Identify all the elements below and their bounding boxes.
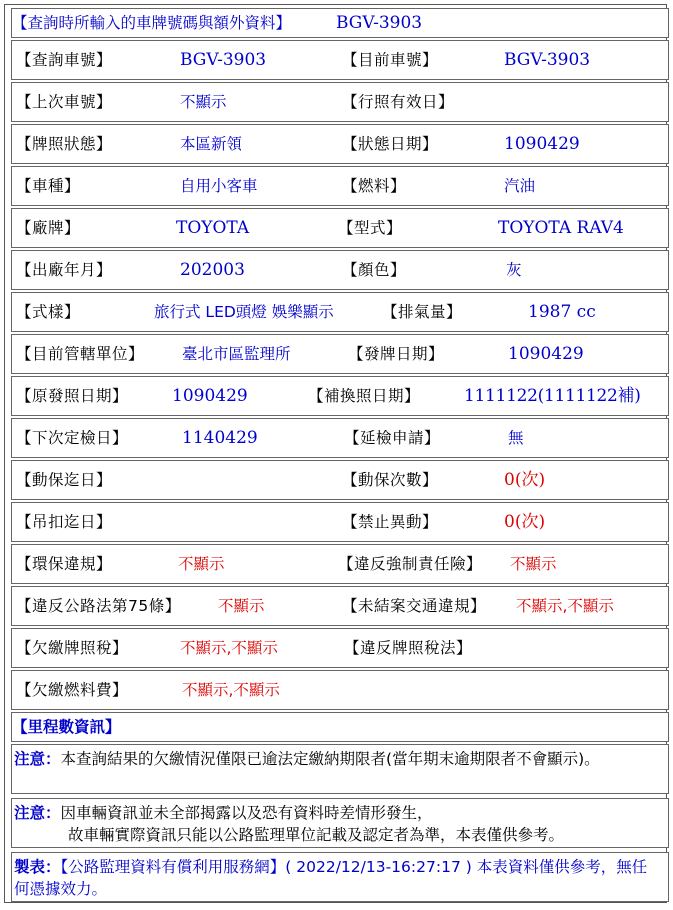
label-query-plate: 【查詢車號】 [16, 51, 113, 69]
label-pending-traffic-violation: 【未結案交通違規】 [342, 597, 487, 615]
label-status-date: 【狀態日期】 [342, 135, 439, 153]
value-plate-status: 本區新領 [180, 135, 243, 153]
value-inspection-extension: 無 [508, 429, 524, 447]
label-license-valid-date: 【行照有效日】 [342, 93, 455, 111]
row-highway-act [11, 586, 669, 626]
label-previous-plate: 【上次車號】 [16, 93, 113, 111]
row-environmental [11, 544, 669, 584]
label-transfer-prohibited: 【禁止異動】 [342, 513, 439, 531]
label-compulsory-insurance: 【違反強制責任險】 [338, 555, 483, 573]
value-next-inspection: 1140429 [182, 428, 258, 448]
header-row [11, 8, 669, 38]
label-plate-status: 【牌照狀態】 [16, 135, 113, 153]
note-3 [14, 856, 658, 900]
row-jurisdiction [11, 334, 669, 374]
label-reissue-date: 【補換照日期】 [308, 387, 421, 405]
label-issue-date: 【發牌日期】 [348, 345, 445, 363]
value-brand: TOYOTA [176, 218, 250, 238]
note-row-3 [11, 852, 669, 902]
label-displacement: 【排氣量】 [382, 303, 463, 321]
row-query-plate [11, 40, 669, 80]
label-color: 【顏色】 [342, 261, 407, 279]
label-suspension-end: 【吊扣迄日】 [16, 513, 113, 531]
row-brand [11, 208, 669, 248]
value-manufacture-date: 202003 [180, 260, 245, 280]
value-highway-act-75: 不顯示 [218, 597, 265, 615]
header-label: 【查詢時所輸入的車牌號碼與額外資料】 [12, 14, 292, 32]
value-vehicle-type: 自用小客車 [180, 177, 258, 195]
row-movable-security [11, 460, 669, 500]
mileage-label: 【里程數資訊】 [12, 718, 121, 736]
label-environmental-violation: 【環保違規】 [16, 555, 113, 573]
label-vehicle-type: 【車種】 [16, 177, 81, 195]
label-fuel: 【燃料】 [342, 177, 407, 195]
row-vehicle-type [11, 166, 669, 206]
label-jurisdiction: 【目前管轄單位】 [16, 345, 145, 363]
row-suspension [11, 502, 669, 542]
value-reissue-date: 1111122(1111122補) [464, 386, 641, 406]
note-2 [14, 802, 658, 846]
row-manufacture-date [11, 250, 669, 290]
note-3-key: 製表： [14, 858, 61, 876]
label-movable-security-count: 【動保次數】 [342, 471, 439, 489]
value-original-issue-date: 1090429 [172, 386, 248, 406]
note-1-key: 注意： [14, 750, 61, 768]
value-current-plate: BGV-3903 [504, 50, 591, 70]
note-1 [14, 748, 658, 770]
value-movable-security-count: 0(次) [504, 470, 546, 490]
value-pending-traffic-violation: 不顯示,不顯示 [516, 597, 614, 615]
note-2-text-continued: 故車輛實際資訊只能以公路監理單位記載及認定者為準，本表僅供參考。 [68, 826, 565, 844]
note-2-key: 注意： [14, 804, 61, 822]
label-current-plate: 【目前車號】 [342, 51, 439, 69]
row-previous-plate [11, 82, 669, 122]
value-transfer-prohibited: 0(次) [504, 512, 546, 532]
label-manufacture-date: 【出廠年月】 [16, 261, 113, 279]
note-3-text: ( 2022/12/13-16:27:17 ) 本表資料僅供參考，無任何憑據效力。 [14, 858, 648, 898]
report-frame [4, 4, 667, 903]
value-previous-plate: 不顯示 [180, 93, 227, 111]
row-style [11, 292, 669, 332]
row-license-tax [11, 628, 669, 668]
value-query-plate: BGV-3903 [180, 50, 267, 70]
service-link[interactable]: 【公路監理資料有償利用服務網】 [60, 858, 286, 876]
value-jurisdiction: 臺北市區監理所 [182, 345, 291, 363]
row-original-issue-date [11, 376, 669, 416]
row-mileage [11, 712, 669, 742]
row-next-inspection [11, 418, 669, 458]
label-highway-act-75: 【違反公路法第75條】 [16, 597, 181, 615]
note-row-2 [11, 798, 669, 848]
value-style: 旅行式 LED頭燈 娛樂顯示 [154, 303, 334, 321]
label-movable-security-end: 【動保迄日】 [16, 471, 113, 489]
label-unpaid-fuel-fee: 【欠繳燃料費】 [16, 681, 129, 699]
note-1-text: 本查詢結果的欠繳情況僅限已逾法定繳納期限者(當年期末逾期限者不會顯示)。 [60, 750, 600, 768]
label-unpaid-license-tax: 【欠繳牌照稅】 [16, 639, 129, 657]
label-inspection-extension: 【延檢申請】 [344, 429, 441, 447]
value-unpaid-license-tax: 不顯示,不顯示 [180, 639, 278, 657]
value-compulsory-insurance: 不顯示 [510, 555, 557, 573]
header-plate: BGV-3903 [336, 13, 423, 33]
label-next-inspection: 【下次定檢日】 [16, 429, 129, 447]
row-fuel-fee [11, 670, 669, 710]
value-color: 灰 [506, 261, 522, 279]
value-displacement: 1987 cc [528, 302, 596, 322]
value-environmental-violation: 不顯示 [178, 555, 225, 573]
label-original-issue-date: 【原發照日期】 [16, 387, 129, 405]
note-2-text: 因車輛資訊並未全部揭露以及恐有資料時差情形發生， [60, 804, 433, 822]
label-brand: 【廠牌】 [16, 219, 81, 237]
label-style: 【式樣】 [16, 303, 81, 321]
value-fuel: 汽油 [504, 177, 536, 195]
row-plate-status [11, 124, 669, 164]
label-license-tax-violation: 【違反牌照稅法】 [344, 639, 473, 657]
label-model: 【型式】 [338, 219, 403, 237]
value-status-date: 1090429 [504, 134, 580, 154]
value-model: TOYOTA RAV4 [498, 218, 624, 238]
value-issue-date: 1090429 [508, 344, 584, 364]
note-row-1 [11, 744, 669, 794]
value-unpaid-fuel-fee: 不顯示,不顯示 [182, 681, 280, 699]
